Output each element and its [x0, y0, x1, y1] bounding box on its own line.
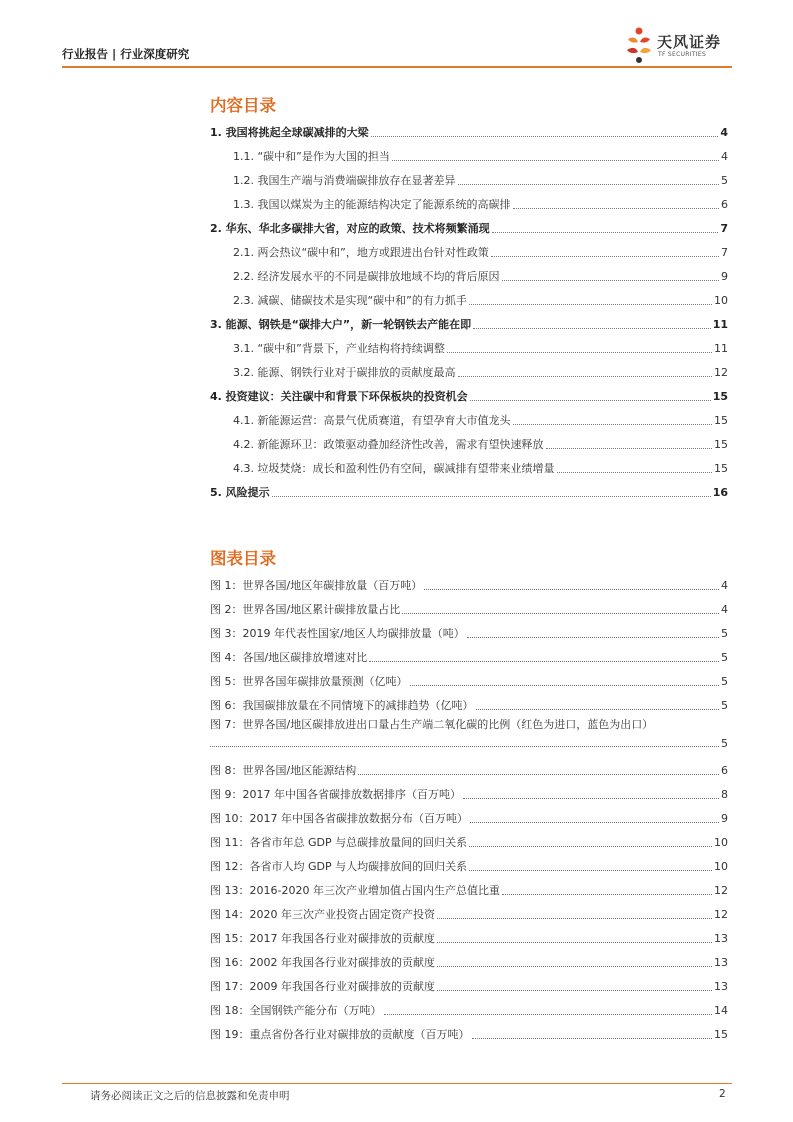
figure-item[interactable]: 图 2：世界各国/地区累计碳排放量占比 4 — [210, 603, 728, 616]
logo-icon — [623, 26, 655, 66]
figure-item[interactable]: 图 17：2009 年我国各行业对碳排放的贡献度 13 — [210, 980, 728, 993]
figure-item[interactable]: 图 1：世界各国/地区年碳排放量（百万吨） 4 — [210, 579, 728, 592]
figure-item[interactable]: 图 6：我国碳排放量在不同情境下的减排趋势（亿吨） 5 — [210, 699, 728, 712]
figure-item[interactable]: 图 4：各国/地区碳排放增速对比 5 — [210, 651, 728, 664]
toc-item[interactable]: 5. 风险提示 16 — [210, 486, 728, 499]
toc-item[interactable]: 2.2. 经济发展水平的不同是碳排放地域不均的背后原因 9 — [233, 270, 728, 283]
figure-item[interactable]: 图 11：各省市年总 GDP 与总碳排放量间的回归关系 10 — [210, 836, 728, 849]
toc-item[interactable]: 2.1. 两会热议“碳中和”，地方或跟进出台针对性政策 7 — [233, 246, 728, 259]
figure-item[interactable]: 图 19：重点省份各行业对碳排放的贡献度（百万吨） 15 — [210, 1028, 728, 1041]
toc-item[interactable]: 4.3. 垃圾焚烧：成长和盈利性仍有空间，碳减排有望带来业绩增量 15 — [233, 462, 728, 475]
toc-item[interactable]: 3.1. “碳中和”背景下，产业结构将持续调整 11 — [233, 342, 728, 355]
figure-item[interactable]: 图 16：2002 年我国各行业对碳排放的贡献度 13 — [210, 956, 728, 969]
logo-subtitle: TF SECURITIES — [658, 51, 707, 58]
figure-item[interactable]: 图 18：全国钢铁产能分布（万吨） 14 — [210, 1004, 728, 1017]
figure-item[interactable]: 图 5：世界各国年碳排放量预测（亿吨） 5 — [210, 675, 728, 688]
toc-item[interactable]: 3. 能源、钢铁是“碳排大户”，新一轮钢铁去产能在即 11 — [210, 318, 728, 331]
toc-item[interactable]: 4.2. 新能源环卫：政策驱动叠加经济性改善，需求有望快速释放 15 — [233, 438, 728, 451]
logo-name: 天风证券 — [657, 33, 722, 51]
toc-item[interactable]: 4.1. 新能源运营：高景气优质赛道，有望孕育大市值龙头 15 — [233, 414, 728, 427]
figure-item[interactable]: 图 10：2017 年中国各省碳排放数据分布（百万吨） 9 — [210, 812, 728, 825]
figure-item[interactable]: 图 9：2017 年中国各省碳排放数据排序（百万吨） 8 — [210, 788, 728, 801]
toc-item[interactable]: 1.1. “碳中和”是作为大国的担当 4 — [233, 150, 728, 163]
footer-disclaimer: 请务必阅读正文之后的信息披露和免责申明 — [90, 1090, 290, 1102]
toc-item[interactable]: 2. 华东、华北多碳排大省，对应的政策、技术将频繁涌现 7 — [210, 222, 728, 235]
report-category: 行业报告 | 行业深度研究 — [62, 47, 190, 61]
figure-item[interactable]: 图 13：2016-2020 年三次产业增加值占国内生产总值比重 12 — [210, 884, 728, 897]
figures-title: 图表目录 — [210, 549, 276, 568]
toc-item[interactable]: 1.2. 我国生产端与消费端碳排放存在显著差异 5 — [233, 174, 728, 187]
figure-item[interactable]: 图 3：2019 年代表性国家/地区人均碳排放量（吨） 5 — [210, 627, 728, 640]
figure-item[interactable]: 图 8：世界各国/地区能源结构 6 — [210, 764, 728, 777]
toc-item[interactable]: 1.3. 我国以煤炭为主的能源结构决定了能源系统的高碳排 6 — [233, 198, 728, 211]
figure-item[interactable]: 图 7：世界各国/地区碳排放进出口量占生产端二氧化碳的比例（红色为进口，蓝色为出口） 5 — [210, 718, 728, 750]
toc-title: 内容目录 — [210, 96, 276, 115]
toc-item[interactable]: 3.2. 能源、钢铁行业对于碳排放的贡献度最高 12 — [233, 366, 728, 379]
footer-divider — [62, 1083, 732, 1084]
toc-item[interactable]: 2.3. 减碳、储碳技术是实现“碳中和”的有力抓手 10 — [233, 294, 728, 307]
toc-item[interactable]: 1. 我国将挑起全球碳减排的大梁 4 — [210, 126, 728, 139]
figure-item[interactable]: 图 14：2020 年三次产业投资占固定资产投资 12 — [210, 908, 728, 921]
page-number: 2 — [719, 1088, 726, 1100]
company-logo — [623, 26, 733, 66]
header-divider — [62, 66, 732, 68]
figure-item[interactable]: 图 12：各省市人均 GDP 与人均碳排放间的回归关系 10 — [210, 860, 728, 873]
figure-item[interactable]: 图 15：2017 年我国各行业对碳排放的贡献度 13 — [210, 932, 728, 945]
toc-item[interactable]: 4. 投资建议：关注碳中和背景下环保板块的投资机会 15 — [210, 390, 728, 403]
